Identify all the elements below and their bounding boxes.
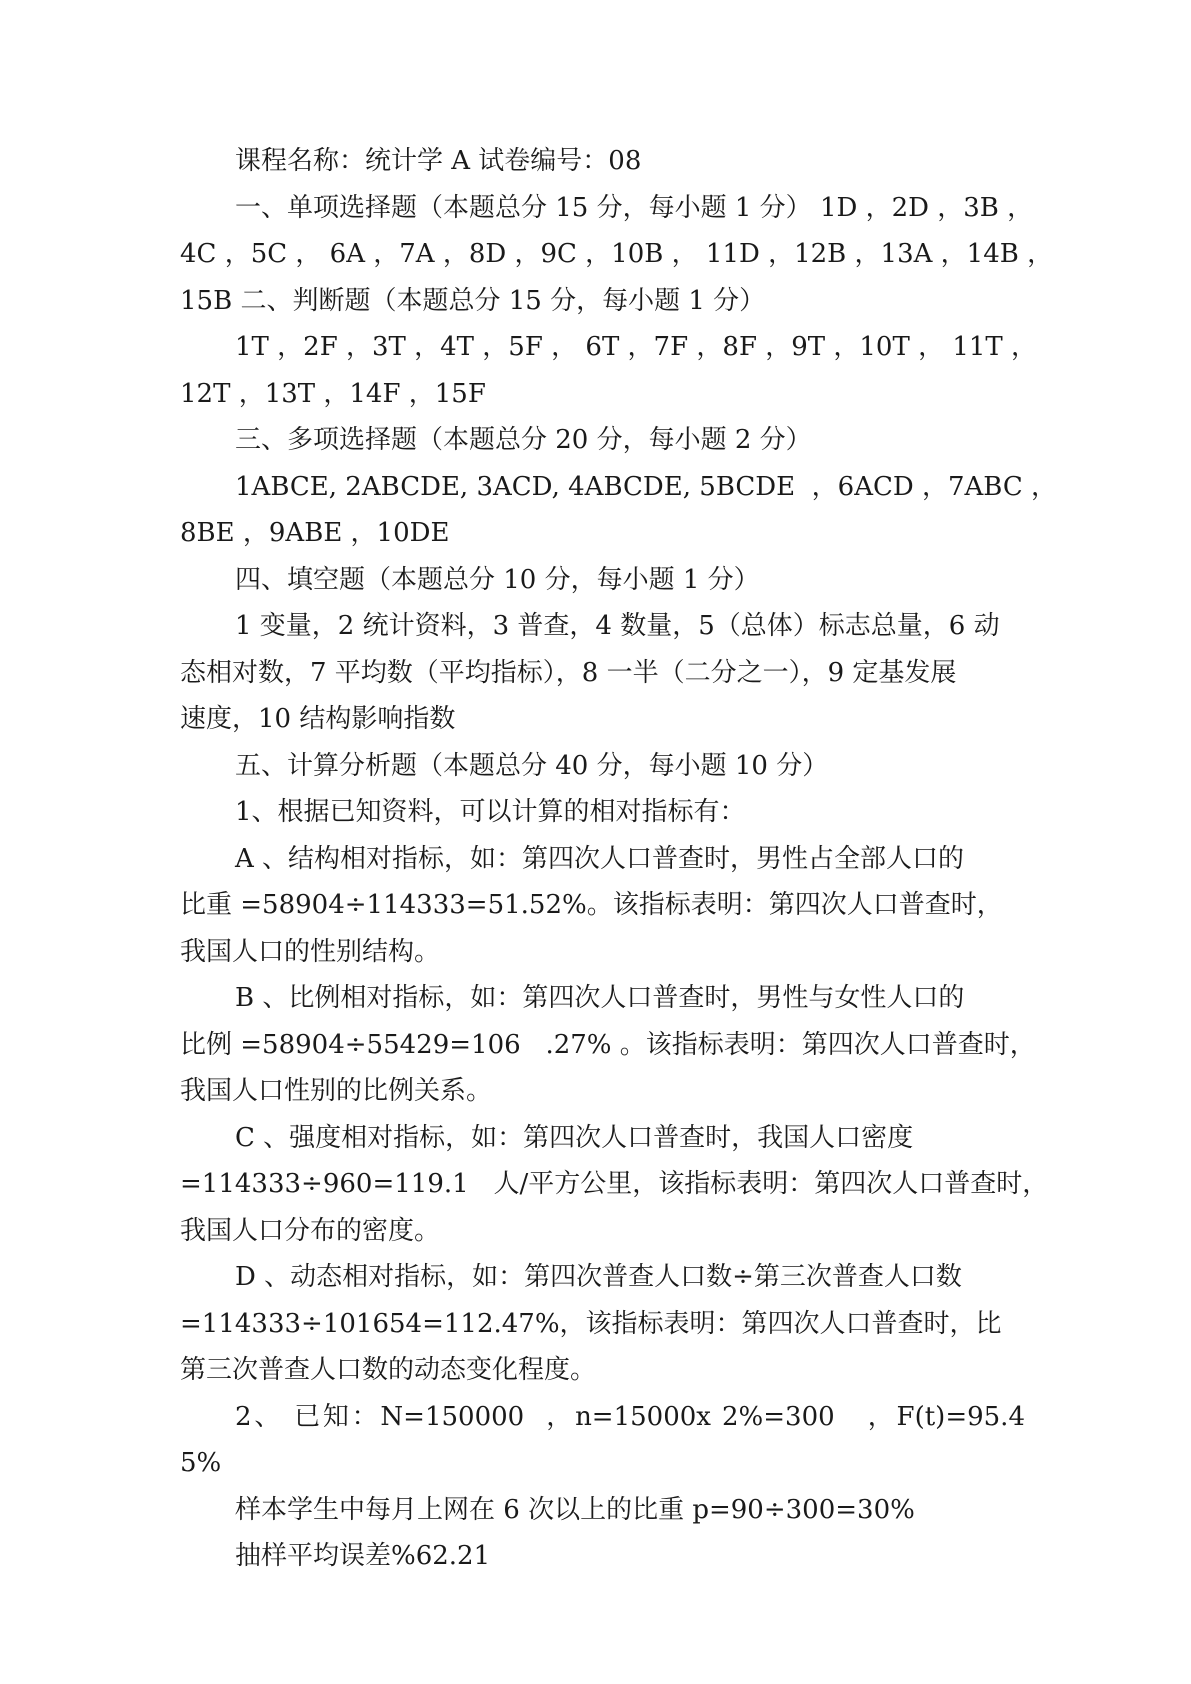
section-single-choice	[180, 185, 1054, 325]
section-multiple-choice-title: 三、多项选择题（本题总分 20 分，每小题 2 分）	[235, 425, 812, 455]
question-1-part-a	[180, 836, 1025, 976]
section-line: 一、单项选择题（本题总分 15 分，每小题 1 分） 1D ，2D ，3B ，	[235, 192, 1034, 223]
section-line: C 、强度相对指标，如：第四次人口普查时，我国人口密度	[235, 1122, 914, 1153]
section-line: 我国人口性别的比例关系。	[180, 1076, 493, 1106]
section-line: 1ABCE, 2ABCDE, 3ACD, 4ABCDE, 5BCDE ，6ACD ，7ABC ，	[235, 471, 1058, 502]
section-multiple-choice-answers	[180, 464, 1058, 557]
section-line: 比例 =58904÷55429=106 .27% 。该指标表明：第四次人口普查时，	[180, 1029, 1036, 1060]
section-fill-blank-answers	[180, 603, 1025, 743]
question-2-sample-proportion: 样本学生中每月上网在 6 次以上的比重 p=90÷300=30%	[235, 1494, 915, 1525]
section-line: =114333÷960=119.1 人/平方公里，该指标表明：第四次人口普查时，	[180, 1169, 1049, 1199]
section-line: 比重 =58904÷114333=51.52%。该指标表明：第四次人口普查时，	[180, 890, 1003, 920]
section-line: 1 变量，2 统计资料，3 普查，4 数量，5（总体）标志总量，6 动	[235, 611, 1000, 641]
section-line: D 、动态相对指标，如：第四次普查人口数÷第三次普查人口数	[235, 1262, 962, 1292]
section-line: 4C ，5C ， 6A ，7A ，8D ，9C ，10B ， 11D ，12B ，13A ，14B ，	[180, 239, 1054, 269]
section-line: A 、结构相对指标，如：第四次人口普查时，男性占全部人口的	[235, 843, 965, 874]
document-body	[180, 138, 1058, 1580]
section-line: =114333÷101654=112.47%，该指标表明：第四次人口普查时，比	[180, 1308, 1002, 1339]
section-line: 我国人口的性别结构。	[180, 936, 441, 967]
section-judgment-answers	[180, 324, 1038, 417]
section-line: 态相对数，7 平均数（平均指标），8 一半（二分之一），9 定基发展	[180, 657, 957, 688]
section-line: 1T ，2F ，3T ，4T ，5F ， 6T ，7F ，8F ，9T ，10T ， 11T ，	[235, 332, 1038, 362]
section-line: 速度，10 结构影响指数	[180, 704, 456, 734]
question-1-part-d	[180, 1254, 1025, 1394]
question-1-part-b	[180, 975, 1036, 1115]
question-2-given: 2、 已知：N=150000 ，n=15000x 2%=300 ，F(t)=95.45%	[180, 1401, 1025, 1478]
section-line: 我国人口分布的密度。	[180, 1215, 441, 1246]
question-2-sampling-error: 抽样平均误差%62.21	[235, 1541, 491, 1571]
question-1-part-c	[180, 1115, 1049, 1255]
section-line: 第三次普查人口数的动态变化程度。	[180, 1355, 597, 1385]
course-header: 课程名称：统计学 A 试卷编号：08	[235, 146, 642, 176]
question-1-intro: 1、根据已知资料，可以计算的相对指标有：	[235, 797, 746, 827]
section-fill-blank-title: 四、填空题（本题总分 10 分，每小题 1 分）	[235, 564, 760, 595]
section-line: B 、比例相对指标，如：第四次人口普查时，男性与女性人口的	[235, 983, 965, 1013]
section-line: 12T ，13T ，14F ，15F	[180, 378, 486, 409]
section-calculation-title: 五、计算分析题（本题总分 40 分，每小题 10 分）	[235, 750, 829, 781]
section-line: 15B 二、判断题（本题总分 15 分，每小题 1 分）	[180, 285, 766, 316]
section-line: 8BE ，9ABE ，10DE	[180, 518, 450, 548]
